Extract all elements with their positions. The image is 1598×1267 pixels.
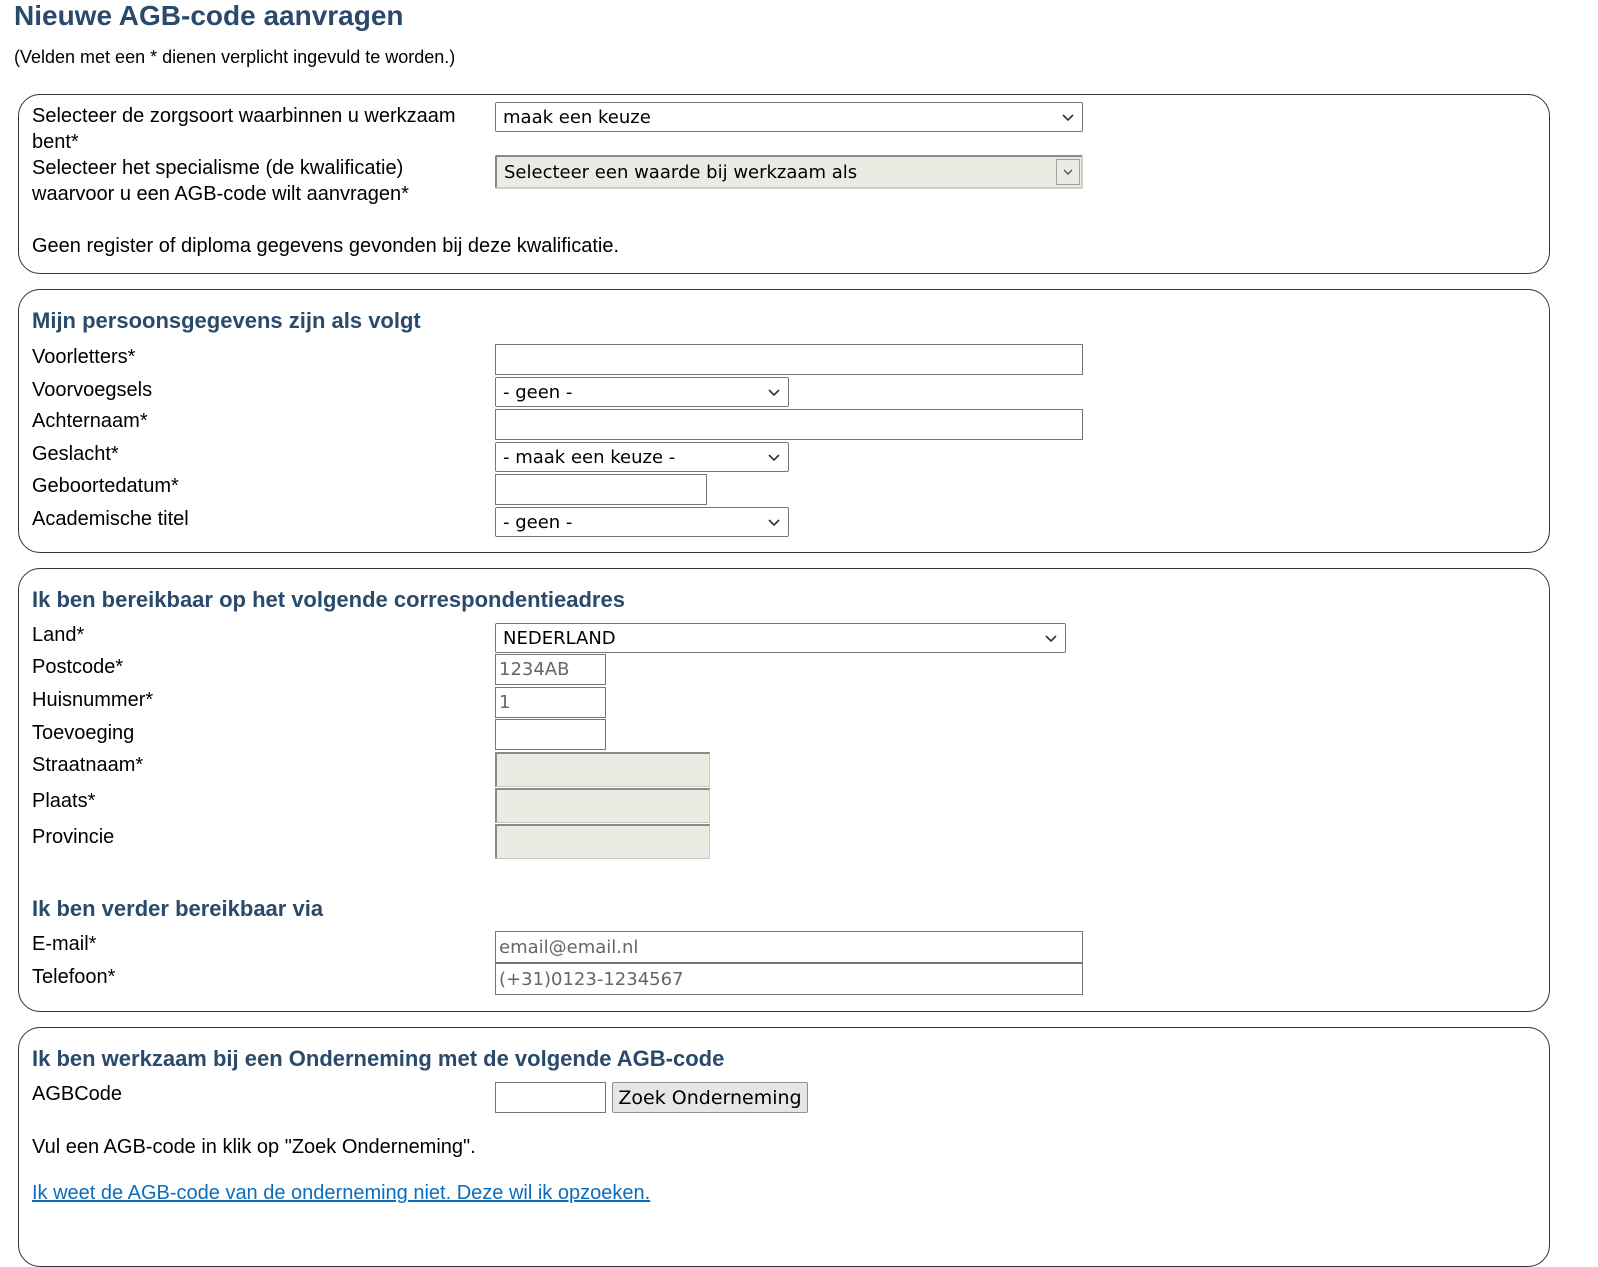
- specialisme-select[interactable]: [495, 155, 1083, 189]
- huisnummer-label: Huisnummer*: [32, 689, 154, 711]
- chevron-down-icon: [767, 385, 781, 399]
- email-field[interactable]: email@email.nl: [495, 931, 1083, 963]
- agbcode-label: AGBCode: [32, 1083, 123, 1105]
- kwalificatie-info: Geen register of diploma gegevens gevonden bij deze kwalificatie.: [32, 235, 620, 257]
- required-fields-note: (Velden met een * dienen verplicht ingevuld te worden.): [14, 47, 456, 67]
- correspondentieadres-fieldset: [18, 568, 1550, 1012]
- telefoon-label: Telefoon*: [32, 966, 116, 988]
- zoek-onderneming-button[interactable]: Zoek Onderneming: [612, 1082, 808, 1113]
- specialisme-label-line1: Selecteer het specialisme (de kwalificatie): [32, 157, 404, 179]
- correspondentieadres-heading: Ik ben bereikbaar op het volgende correspondentieadres: [32, 587, 625, 612]
- geslacht-select[interactable]: [495, 442, 789, 472]
- voorvoegsels-select-value: - geen -: [503, 381, 573, 403]
- achternaam-input[interactable]: [495, 409, 1083, 440]
- toevoeging-input[interactable]: [495, 719, 606, 750]
- page-title: Nieuwe AGB-code aanvragen: [14, 0, 404, 31]
- voorvoegsels-select[interactable]: [495, 377, 789, 407]
- chevron-down-icon: [1061, 165, 1075, 179]
- postcode-label: Postcode*: [32, 656, 124, 678]
- agbcode-input[interactable]: [495, 1082, 606, 1113]
- geboortedatum-input[interactable]: [495, 474, 707, 505]
- straatnaam-input[interactable]: [495, 752, 710, 787]
- voorvoegsels-label: Voorvoegsels: [32, 379, 153, 401]
- academische-titel-select[interactable]: [495, 507, 789, 537]
- telefoon-field[interactable]: (+31)0123-1234567: [495, 963, 1083, 995]
- zorgsoort-label: [32, 103, 456, 155]
- chevron-down-icon: [767, 515, 781, 529]
- onderneming-heading: Ik ben werkzaam bij een Onderneming met de volgende AGB-code: [32, 1046, 725, 1071]
- geslacht-label: Geslacht*: [32, 443, 119, 465]
- email-label: E-mail*: [32, 933, 97, 955]
- geboortedatum-label: Geboortedatum*: [32, 475, 179, 497]
- geslacht-select-value: - maak een keuze -: [503, 446, 676, 468]
- straatnaam-label: Straatnaam*: [32, 754, 144, 776]
- huisnummer-input[interactable]: 1: [495, 687, 606, 718]
- contact-heading: Ik ben verder bereikbaar via: [32, 896, 324, 921]
- zorgsoort-label-line1: Selecteer de zorgsoort waarbinnen u werkzaam: [32, 105, 456, 127]
- academische-titel-label: Academische titel: [32, 508, 189, 530]
- persoonsgegevens-fieldset: [18, 289, 1550, 553]
- voorletters-input[interactable]: [495, 344, 1083, 375]
- zorgsoort-select-value: maak een keuze: [503, 106, 651, 128]
- provincie-label: Provincie: [32, 826, 115, 848]
- zorgsoort-label-line2: bent*: [32, 131, 79, 153]
- onderneming-fieldset: [18, 1027, 1550, 1267]
- chevron-down-icon: [1061, 110, 1075, 124]
- land-label: Land*: [32, 624, 85, 646]
- agbcode-info: Vul een AGB-code in klik op "Zoek Onderneming".: [32, 1136, 476, 1158]
- academische-titel-select-value: - geen -: [503, 511, 573, 533]
- toevoeging-label: Toevoeging: [32, 722, 135, 744]
- provincie-input[interactable]: [495, 824, 710, 859]
- specialisme-select-value: Selecteer een waarde bij werkzaam als: [504, 161, 858, 183]
- zorgsoort-fieldset: [18, 94, 1550, 274]
- specialisme-label-line2: waarvoor u een AGB-code wilt aanvragen*: [32, 183, 409, 205]
- achternaam-label: Achternaam*: [32, 410, 148, 432]
- land-select-value: NEDERLAND: [503, 627, 616, 649]
- specialisme-dropdown-button: [1056, 159, 1080, 185]
- specialisme-label: [32, 155, 409, 207]
- agbcode-opzoeken-link[interactable]: Ik weet de AGB-code van de onderneming niet. Deze wil ik opzoeken.: [32, 1182, 651, 1204]
- zorgsoort-select[interactable]: [495, 102, 1083, 132]
- plaats-input[interactable]: [495, 788, 710, 823]
- postcode-input[interactable]: 1234AB: [495, 654, 606, 685]
- land-select[interactable]: [495, 623, 1066, 653]
- plaats-label: Plaats*: [32, 790, 96, 812]
- persoonsgegevens-heading: Mijn persoonsgegevens zijn als volgt: [32, 308, 421, 333]
- chevron-down-icon: [767, 450, 781, 464]
- chevron-down-icon: [1044, 631, 1058, 645]
- voorletters-label: Voorletters*: [32, 346, 136, 368]
